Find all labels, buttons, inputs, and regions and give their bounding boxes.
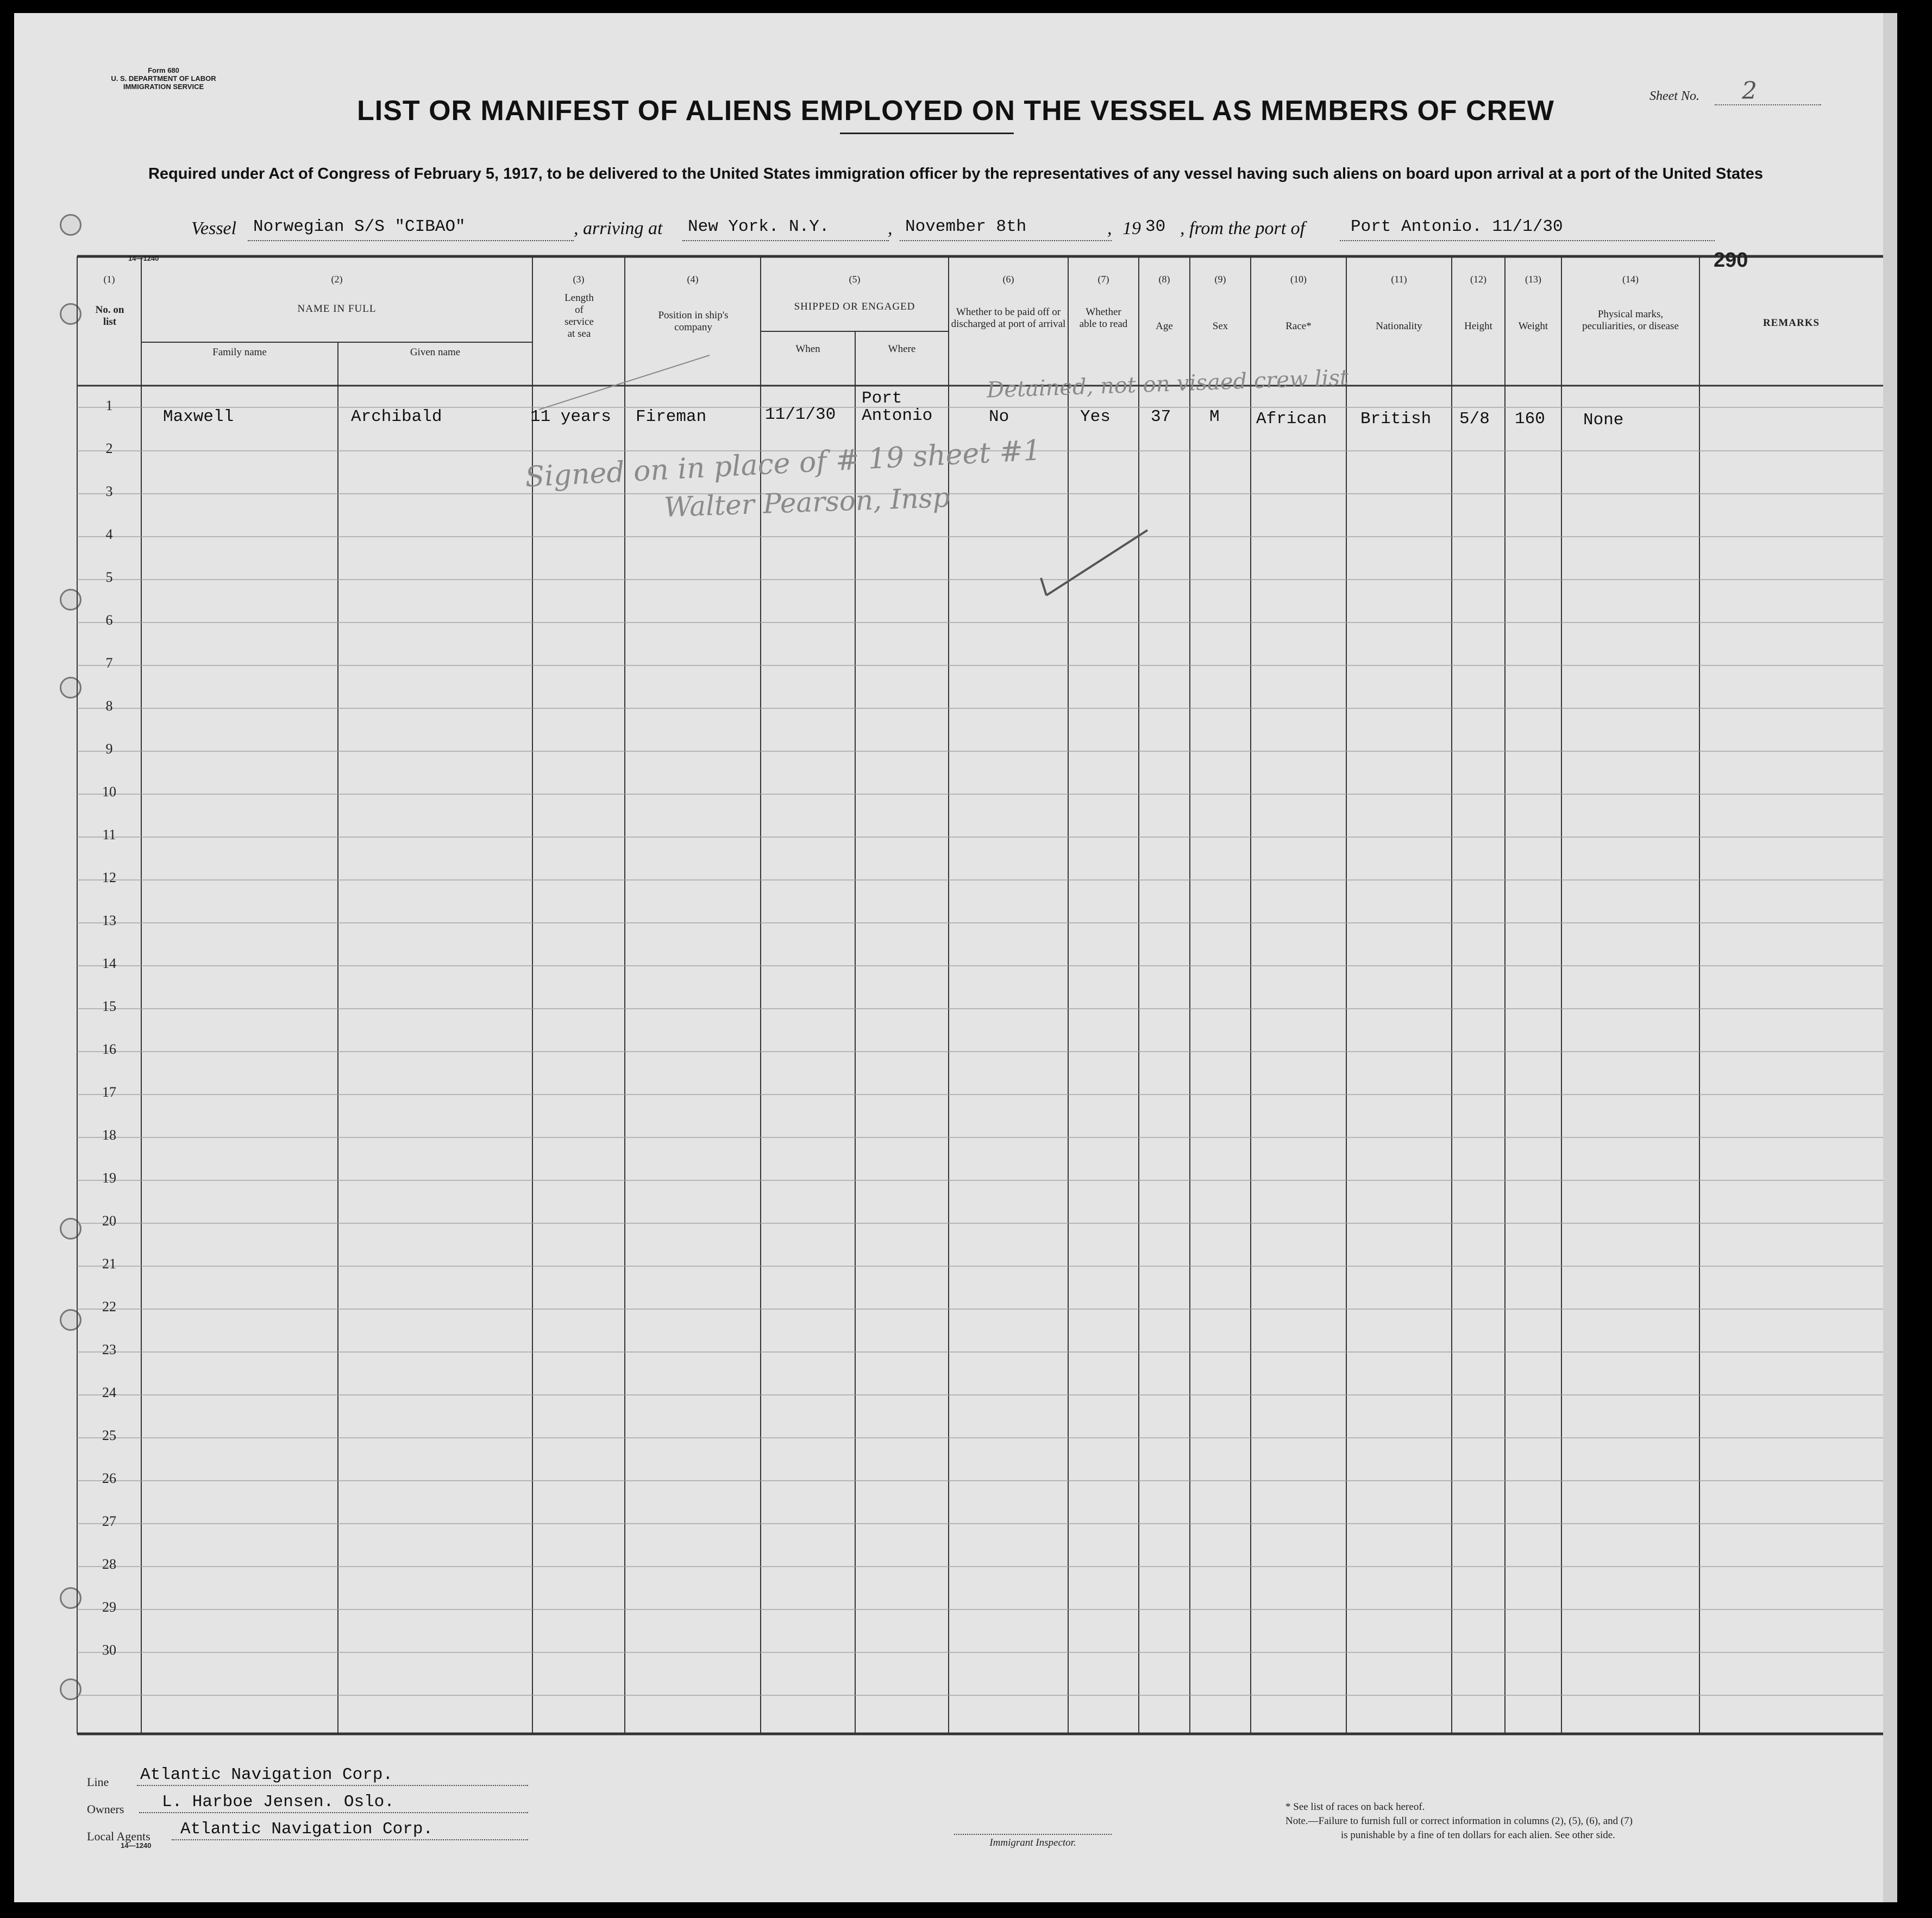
row-number: 24: [102, 1385, 116, 1400]
col-11-header: Nationality: [1376, 320, 1422, 332]
col-5-number: (5): [849, 274, 861, 285]
col-1-header: No. on list: [95, 304, 124, 328]
col-7-number: (7): [1097, 274, 1109, 285]
row-number: 16: [102, 1041, 116, 1057]
row-number: 14: [102, 955, 116, 971]
form-department: U. S. DEPARTMENT OF LABOR: [111, 74, 216, 83]
col-5-header: SHIPPED OR ENGAGED: [794, 301, 915, 312]
entry-given-name: Archibald: [351, 407, 442, 426]
row-number: 30: [102, 1642, 116, 1658]
row-number: 8: [105, 698, 113, 714]
agents-label: Local Agents: [87, 1829, 150, 1843]
row-number: 28: [102, 1556, 116, 1572]
col-8-number: (8): [1158, 274, 1170, 285]
col-12-number: (12): [1470, 274, 1486, 285]
arrival-year: 30: [1145, 217, 1166, 236]
row-number: 9: [105, 741, 113, 757]
vessel-name: Norwegian S/S "CIBAO": [253, 217, 466, 236]
row-number: 27: [102, 1513, 116, 1529]
row-number: 12: [102, 870, 116, 885]
row-number: 23: [102, 1342, 116, 1357]
row-number: 17: [102, 1084, 116, 1100]
inspector-rule: [954, 1834, 1112, 1835]
row-number: 7: [105, 655, 113, 671]
row-number: 25: [102, 1428, 116, 1443]
entry-where-2: Antonio: [862, 406, 933, 425]
entry-weight: 160: [1515, 410, 1545, 429]
row-number: 5: [105, 569, 113, 585]
owners-rule: [139, 1812, 528, 1813]
entry-when: 11/1/30: [765, 405, 836, 424]
col-11-number: (11): [1391, 274, 1407, 285]
agents-rule: [172, 1839, 528, 1840]
comma-1: ,: [888, 218, 893, 238]
line-value: Atlantic Navigation Corp.: [140, 1765, 393, 1784]
form-code-top: 14—1240: [128, 254, 159, 262]
form-code-bottom: 14—1240: [121, 1841, 152, 1850]
col-14-number: (14): [1622, 274, 1639, 285]
entry-read: Yes: [1080, 407, 1111, 426]
sheet-number: 2: [1742, 77, 1757, 105]
col-6-number: (6): [1002, 274, 1014, 285]
col-12-header: Height: [1464, 320, 1492, 332]
entry-race: African: [1256, 410, 1327, 429]
arriving-label: , arriving at: [574, 218, 663, 238]
row-number: 4: [105, 526, 113, 542]
entry-height: 5/8: [1459, 410, 1490, 429]
col-13-number: (13): [1525, 274, 1541, 285]
row-number: 18: [102, 1127, 116, 1143]
row-number: 29: [102, 1599, 116, 1615]
row-number: 10: [102, 784, 116, 800]
col-6-header: Whether to be paid off or discharged at port of arrival: [951, 306, 1066, 330]
col-8-header: Age: [1156, 320, 1173, 332]
col-10-number: (10): [1290, 274, 1307, 285]
handwritten-note-detained: Detained, not on visaed crew list: [986, 365, 1349, 403]
row-number: 13: [102, 913, 116, 928]
entry-where-1: Port: [862, 389, 902, 408]
entry-position: Fireman: [636, 407, 707, 426]
row-number: 3: [105, 483, 113, 499]
entry-nationality: British: [1360, 410, 1432, 429]
col-2-family-header: Family name: [212, 347, 267, 358]
document-title: LIST OR MANIFEST OF ALIENS EMPLOYED ON THE VESSEL AS MEMBERS OF CREW: [357, 95, 1554, 127]
col-7-header: Whether able to read: [1079, 306, 1128, 330]
arrival-port: New York. N.Y.: [688, 217, 830, 236]
col-1-number: (1): [103, 274, 115, 285]
col-3-number: (3): [573, 274, 585, 285]
owners-value: L. Harboe Jensen. Oslo.: [162, 1793, 394, 1812]
owners-label: Owners: [87, 1802, 124, 1816]
col-13-header: Weight: [1518, 320, 1548, 332]
row-number: 20: [102, 1213, 116, 1229]
entry-marks: None: [1583, 411, 1624, 430]
entry-age: 37: [1151, 407, 1171, 426]
col-9-header: Sex: [1212, 320, 1228, 332]
row-number: 6: [105, 612, 113, 628]
col-3-header: Length of service at sea: [564, 292, 594, 339]
handwritten-signature: Walter Pearson, Insp: [663, 481, 951, 524]
sheet-label: Sheet No.: [1649, 89, 1699, 103]
row-number: 19: [102, 1170, 116, 1186]
col-5-when-header: When: [795, 343, 820, 355]
row-number: 1: [105, 398, 113, 413]
year-prefix: 19: [1122, 218, 1141, 238]
line-label: Line: [87, 1775, 109, 1789]
col-14-header: Physical marks, peculiarities, or disease: [1582, 309, 1679, 332]
vessel-label: Vessel: [191, 218, 237, 238]
entry-service: 11 years: [530, 407, 611, 426]
col-4-number: (4): [687, 274, 699, 285]
arrival-date: November 8th: [905, 217, 1027, 236]
col-15-header: REMARKS: [1762, 317, 1820, 329]
agents-value: Atlantic Navigation Corp.: [180, 1820, 434, 1839]
entry-paid-off: No: [989, 407, 1009, 426]
departure-port: Port Antonio. 11/1/30: [1351, 217, 1563, 236]
row-number: 26: [102, 1470, 116, 1486]
failure-note-1: Note.—Failure to furnish full or correct information in columns (2), (5), (6), and (7): [1285, 1815, 1633, 1827]
inspector-label: Immigrant Inspector.: [989, 1837, 1076, 1848]
document-subtitle: Required under Act of Congress of February 5, 1917, to be delivered to the United States immigration officer by the representatives of any vessel having such aliens on board upon arrival at a port of the United States: [148, 165, 1764, 183]
manifest-grid: [14, 13, 1897, 1902]
col-2-header: NAME IN FULL: [297, 303, 377, 315]
handwritten-note-signed-on: Signed on in place of # 19 sheet #1: [524, 434, 1042, 494]
form-number: Form 680: [148, 66, 179, 74]
comma-2: ,: [1107, 218, 1112, 238]
row-number: 21: [102, 1256, 116, 1272]
col-2-given-header: Given name: [410, 347, 461, 358]
col-2-number: (2): [331, 274, 343, 285]
manifest-sheet: [14, 13, 1897, 1902]
entry-sex: M: [1209, 407, 1220, 426]
row-number: 15: [102, 998, 116, 1014]
row-number: 22: [102, 1299, 116, 1315]
col-5-where-header: Where: [888, 343, 916, 355]
col-10-header: Race*: [1285, 320, 1312, 332]
races-note: * See list of races on back hereof.: [1285, 1801, 1425, 1813]
row-number: 2: [105, 441, 113, 456]
entry-family-name: Maxwell: [163, 407, 234, 426]
form-service: IMMIGRATION SERVICE: [123, 83, 204, 91]
line-rule: [137, 1785, 528, 1786]
col-9-number: (9): [1214, 274, 1226, 285]
row-number: 11: [102, 827, 116, 842]
from-label: , from the port of: [1180, 218, 1306, 238]
col-4-header: Position in ship's company: [658, 310, 729, 333]
failure-note-2: is punishable by a fine of ten dollars for each alien. See other side.: [1341, 1829, 1615, 1841]
stamp-number: 290: [1714, 249, 1748, 272]
